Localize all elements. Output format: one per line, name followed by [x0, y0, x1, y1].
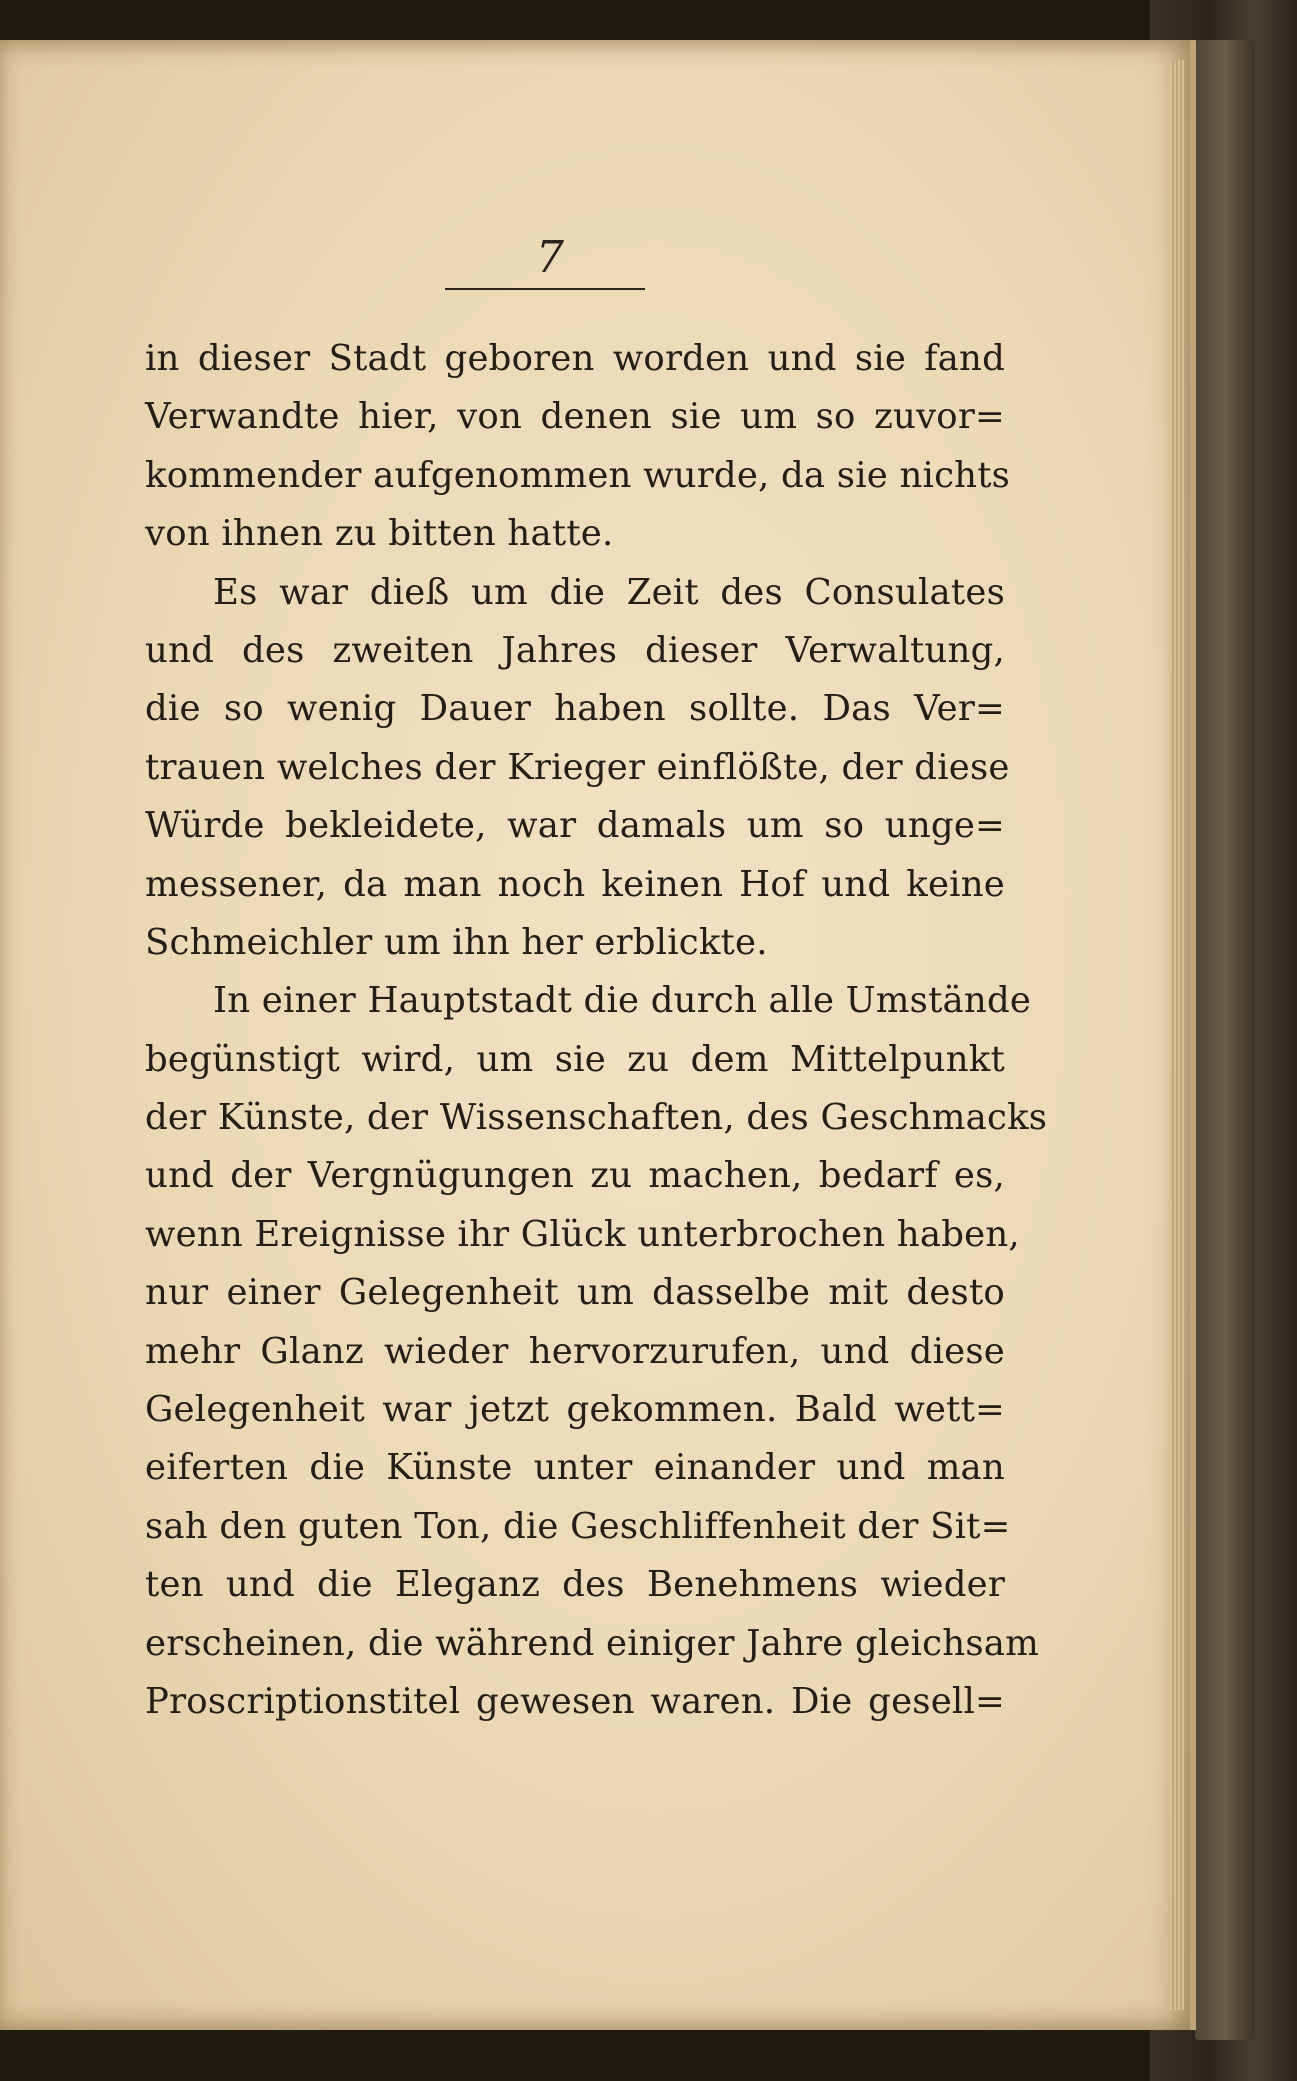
- page-stack-edge: [1170, 60, 1184, 2010]
- page-number-header: [450, 232, 650, 283]
- text-line: Gelegenheit war jetzt gekommen. Bald wett=: [145, 1389, 1005, 1431]
- text-line: kommender aufgenommen wurde, da sie nichts: [145, 454, 1011, 496]
- text-line: nur einer Gelegenheit um dasselbe mit desto: [145, 1272, 1005, 1314]
- text-line: erscheinen, die während einiger Jahre gleichsam: [145, 1622, 1039, 1664]
- text-line: mehr Glanz wieder hervorzurufen, und diese: [145, 1330, 1005, 1372]
- book-spine-edge: [1195, 40, 1255, 2040]
- header-rule: [445, 288, 645, 290]
- text-line: in dieser Stadt geboren worden und sie fand: [145, 338, 1005, 379]
- text-line: und des zweiten Jahres dieser Verwaltung,: [145, 629, 1005, 671]
- text-line: sah den guten Ton, die Geschliffenheit der Sit=: [145, 1505, 1011, 1547]
- text-line: Es war dieß um die Zeit des Consulates: [213, 571, 1005, 613]
- text-line: trauen welches der Krieger einflößte, der diese: [145, 746, 1010, 788]
- text-line: der Künste, der Wissenschaften, des Geschmacks: [145, 1097, 1048, 1139]
- text-line: die so wenig Dauer haben sollte. Das Ver=: [145, 688, 1005, 730]
- text-line: von ihnen zu bitten hatte.: [145, 513, 614, 555]
- text-line: wenn Ereignisse ihr Glück unterbrochen haben,: [145, 1213, 1020, 1255]
- text-line: Verwandte hier, von denen sie um so zuvor=: [145, 396, 1005, 438]
- page-number: 7: [536, 232, 564, 283]
- text-line: eiferten die Künste unter einander und man: [145, 1447, 1005, 1489]
- text-line: messener, da man noch keinen Hof und keine: [145, 863, 1005, 905]
- text-line: In einer Hauptstadt die durch alle Umstände: [213, 980, 1032, 1022]
- text-line: Proscriptionstitel gewesen waren. Die gesell=: [145, 1680, 1005, 1722]
- text-line: und der Vergnügungen zu machen, bedarf es,: [145, 1155, 1005, 1197]
- text-line: Würde bekleidete, war damals um so unge=: [145, 805, 1005, 847]
- text-line: Schmeichler um ihn her erblickte.: [145, 921, 768, 963]
- body-text: [145, 330, 1048, 1731]
- text-line: ten und die Eleganz des Benehmens wieder: [145, 1564, 1005, 1606]
- text-line: begünstigt wird, um sie zu dem Mittelpunkt: [145, 1038, 1005, 1080]
